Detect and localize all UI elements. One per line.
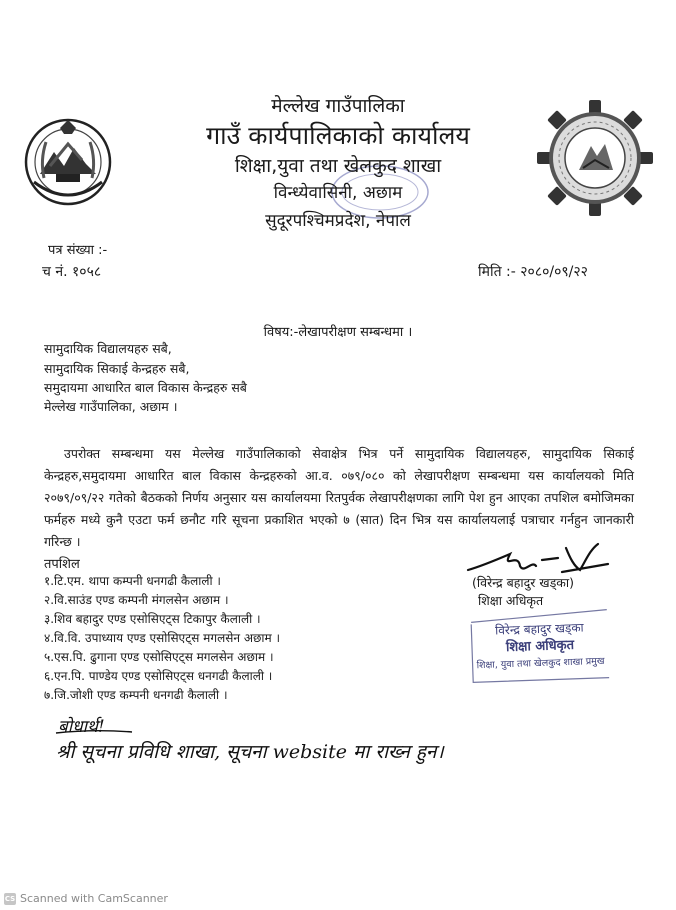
addressee-line: सामुदायिक सिकाई केन्द्रहरु सबै, (44, 361, 190, 376)
letter-date: मिति :- २०८०/०९/२२ (478, 264, 588, 280)
addressee-line: समुदायमा आधारित बाल विकास केन्द्रहरु सबै (44, 380, 247, 395)
scanner-watermark (4, 892, 168, 905)
list-item: ४.वि.वि. उपाध्याय एण्ड एसोसिएट्स मगलसेन अछाम । (44, 631, 281, 645)
handwritten-note: श्री सूचना प्रविधि शाखा, सूचना website मा राख्न हुन। (56, 741, 444, 763)
dispatch-number: च नं. १०५८ (42, 264, 102, 280)
list-title: तपशिल (44, 557, 80, 572)
signatory-name: (विरेन्द्र बहादुर खड्का) (472, 575, 575, 590)
camscanner-icon: CS (4, 894, 16, 903)
stamp-section: शिक्षा, युवा तथा खेलकुद शाखा प्रमुख (476, 655, 605, 672)
addressee-line: सामुदायिक विद्यालयहरु सबै, (44, 341, 172, 356)
scanner-watermark-text: Scanned with CamScanner (20, 892, 168, 905)
addressee-line: मेल्लेख गाउँपालिका, अछाम । (44, 399, 178, 414)
office-location: विन्ध्येवासिनी, अछाम (273, 183, 403, 203)
list-item: ७.जि.जोशी एण्ड कम्पनी धनगढी कैलाली । (44, 688, 228, 702)
stamp-title: शिक्षा अधिकृत (505, 637, 575, 656)
official-stamp (469, 608, 611, 685)
signature-icon (462, 530, 612, 580)
province-country: सुदूरपश्चिमप्रदेश, नेपाल (265, 211, 411, 231)
stamp-name: विरेन्द्र बहादुर खड्का (494, 620, 584, 638)
municipality-name: मेल्लेख गाउँपालिका (271, 95, 405, 117)
list-item: ३.शिव बहादुर एण्ड एसोसिएट्स टिकापुर कैलाली । (44, 612, 261, 626)
letter-number-label: पत्र संख्या :- (48, 243, 108, 258)
list-item: २.वि.साउंड एण्ड कम्पनी मंगलसेन अछाम । (44, 593, 229, 607)
office-name: गाउँ कार्यपालिकाको कार्यालय (206, 121, 470, 150)
letter-subject: विषय:-लेखापरीक्षण सम्बन्धमा । (263, 325, 413, 340)
firm-list (44, 572, 280, 705)
underline-icon (54, 728, 134, 736)
letter-body: उपरोक्त सम्बन्धमा यस मेल्लेख गाउँपालिकाको सेवाक्षेत्र भित्र पर्ने सामुदायिक विद्यालयहरु, सामुदायिक सिकाई केन्द्रहरु,समुदायमा आधारित बाल विकास केन्द्रहरुको आ.व. ०७९/०८० को लेखापरीक्षण सम्बन्धमा यस कार्यालयको मिति २०७९/०९/२२ गतेको बैठकको निर्णय अनुसार यस कार्यालयमा रितपुर्वक लेखापरीक्षणका लागि पेश हुन आएका तपशिल बमोजिमका फर्महरु मध्ये कुनै एउटा फर्म छनौट गरि सूचना प्रकाशित भएको ७ (सात) दिन भित्र यस कार्यालयलाई पत्राचार गर्नहुन जानकारी गरिन्छ । (44, 446, 634, 549)
stamp-border-icon (469, 608, 611, 685)
handwritten-cc-label: बोधार्थ! (58, 717, 105, 737)
signatory-title: शिक्षा अधिकृत (478, 593, 544, 608)
list-item: ५.एस.पि. ढुगाना एण्ड एसोसिएट्स मगलसेन अछाम । (44, 650, 274, 664)
section-name: शिक्षा,युवा तथा खेलकुद शाखा (234, 155, 442, 177)
list-item: १.टि.एम. थापा कम्पनी धनगढी कैलाली । (44, 574, 221, 588)
list-item: ६.एन.पि. पाण्डेय एण्ड एसोसिएट्स धनगढी कैलाली । (44, 669, 273, 683)
